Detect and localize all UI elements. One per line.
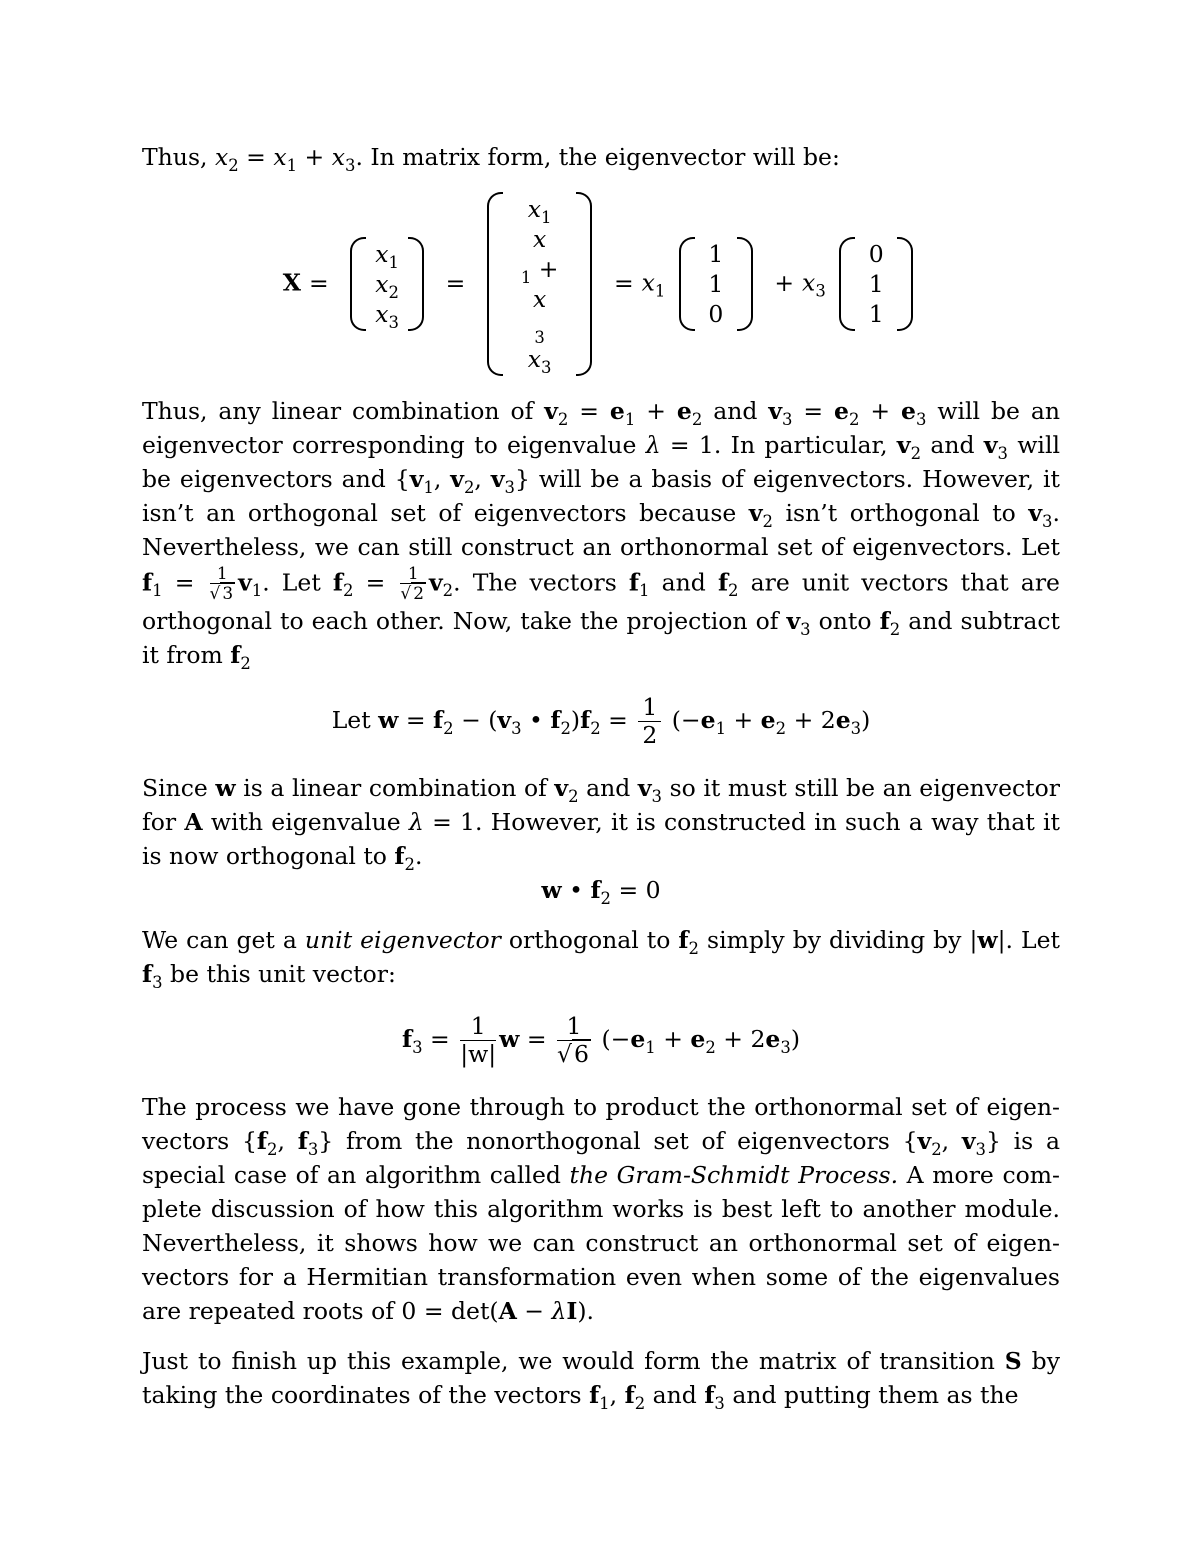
paragraph-4: We can get a unit eigenvector orthogonal to $f_2$ simply by dividing by |w|. Let $f_3$ be this unit vector:	[142, 925, 1060, 992]
document-page	[142, 140, 1060, 1412]
matrix-substituted: $x_1$ x $_1$ + x $_3$ $x_3$	[487, 192, 593, 376]
paragraph-1: Thus, $x_2 = x_1 + x_3$. In matrix form, the eigenvector will be:	[142, 143, 840, 175]
equation-orthogonal: w • $f_2 = 0$	[541, 875, 661, 908]
equation-w-definition: Let $w = f_2 - (v_3$ • $f_2)f_2$ = $\frac{1}{2}$ $(-e_1 + e_2 + 2e_3)$	[331, 692, 871, 749]
vector-011: 0 1 1	[839, 237, 913, 331]
paragraph-2: Thus, any linear combination of $v_2 = e_1 + e_2$ and $v_3 = e_2 + e_3$ will be an eigenvector corresponding to eigenvalue λ = 1. In particular, $v_2$ and $v_3$ will be eigenvectors and {$v_1$, $v_2$, $v_3$} will be a basis of eigenvectors. However, it isn’t an orthogonal set of eigenvectors because $v_2$ isn’t orthogonal to $v_3$. Nevertheless, we can still construct an orthonormal set of eigenvectors. Let $f_1$ = $\frac{1}{√ 3}$ $v_1$. Let $f_2$ = $\frac{1}{√ 2}$ $v_2$. The vectors $f_1$ and $f_2$ are unit vectors that are orthogonal to each other. Now, take the projection of $v_3$ onto $f_2$ and subtract it from $f_2$	[142, 397, 1060, 673]
equation-eigenvector-matrix: X = $x_1$ $x_2$ $x_3$ = $x_1$ x $_1$ + x $_3$ $x_3$ = $x_1$ 1 1 0 + $x_3$ 0 1 1	[142, 192, 1060, 376]
paragraph-6: Just to finish up this example, we would form the matrix of transition S by taking the coordinates of the vectors $f_1$, $f_2$ and $f_3$ and putting them as the	[142, 1346, 1060, 1413]
equation-f3: $f_3$ = $\frac{1}{|w|}$ w = $\frac{1}{√6}$ $(-e_1 + e_2 + 2e_3)$	[402, 1011, 800, 1068]
vector-110: 1 1 0	[679, 237, 753, 331]
paragraph-5: The process we have gone through to product the orthonormal set of eigen-vectors {$f_2$, $f_3$} from the nonorthogonal set of eigenvectors {$v_2$, $v_3$} is a special case of an algorithm called the Gram-Schmidt Process. A more com-plete discussion of how this algorithm works is best left to another module. Nevertheless, it shows how we can construct an orthonormal set of eigen-vectors for a Hermitian transformation even when some of the eigenvalues are repeated roots of 0 = det(A − λI).	[142, 1092, 1060, 1325]
paragraph-3: Since w is a linear combination of $v_2$ and $v_3$ so it must still be an eigenvector for A with eigenvalue λ = 1. However, it is constructed in such a way that it is now orthogonal to $f_2$.	[142, 773, 1060, 874]
matrix-x: $x_1$ $x_2$ $x_3$	[350, 237, 424, 331]
